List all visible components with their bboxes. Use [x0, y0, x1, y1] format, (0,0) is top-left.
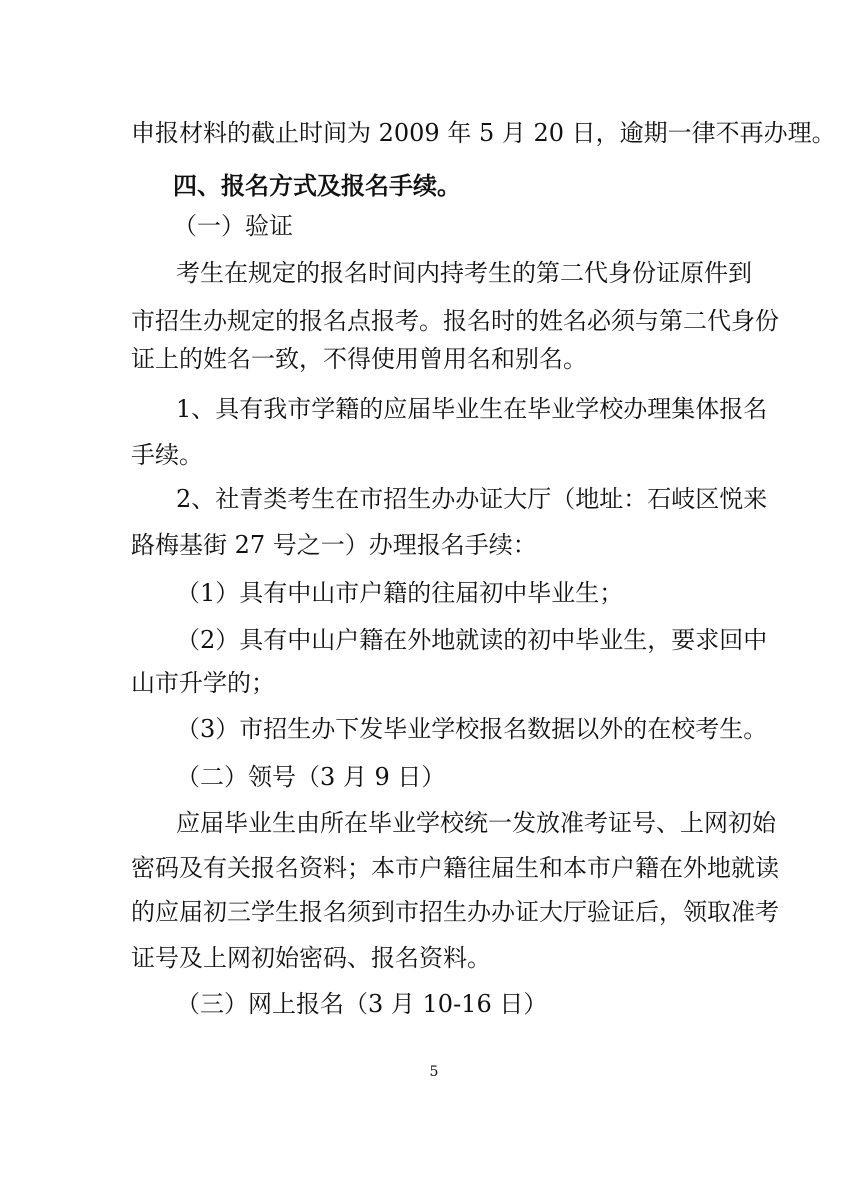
list-item: （2）具有中山户籍在外地就读的初中毕业生，要求回中	[176, 626, 768, 654]
paragraph-line: 应届毕业生由所在毕业学校统一发放准考证号、上网初始	[176, 809, 776, 837]
section-heading: 四、报名方式及报名手续。	[173, 171, 461, 200]
list-item: （1）具有中山市户籍的往届初中毕业生；	[176, 579, 624, 607]
paragraph-line: 申报材料的截止时间为 2009 年 5 月 20 日，逾期一律不再办理。	[131, 119, 836, 147]
paragraph-line: 山市升学的；	[131, 669, 275, 697]
paragraph-line: 证号及上网初始密码、报名资料。	[131, 944, 491, 972]
paragraph-line: 证上的姓名一致，不得使用曾用名和别名。	[131, 345, 587, 373]
list-item: （3）市招生办下发毕业学校报名数据以外的在校考生。	[176, 715, 768, 743]
subsection-heading: （二）领号（3 月 9 日）	[176, 763, 446, 791]
paragraph-line: 密码及有关报名资料；本市户籍往届生和本市户籍在外地就读	[131, 854, 779, 882]
subsection-heading: （三）网上报名（3 月 10-16 日）	[176, 990, 548, 1018]
page-number: 5	[429, 1064, 439, 1080]
paragraph-line: 手续。	[131, 441, 203, 469]
paragraph-line: 路梅基街 27 号之一）办理报名手续：	[131, 531, 537, 559]
paragraph-line: 的应届初三学生报名须到市招生办办证大厅验证后，领取准考	[131, 898, 779, 926]
subsection-heading: （一）验证	[173, 212, 293, 240]
paragraph-line: 考生在规定的报名时间内持考生的第二代身份证原件到	[176, 259, 752, 287]
paragraph-line: 1、具有我市学籍的应届毕业生在毕业学校办理集体报名	[176, 395, 768, 423]
paragraph-line: 市招生办规定的报名点报考。报名时的姓名必须与第二代身份	[131, 307, 779, 335]
paragraph-line: 2、社青类考生在市招生办办证大厅（地址：石岐区悦来	[176, 485, 768, 513]
